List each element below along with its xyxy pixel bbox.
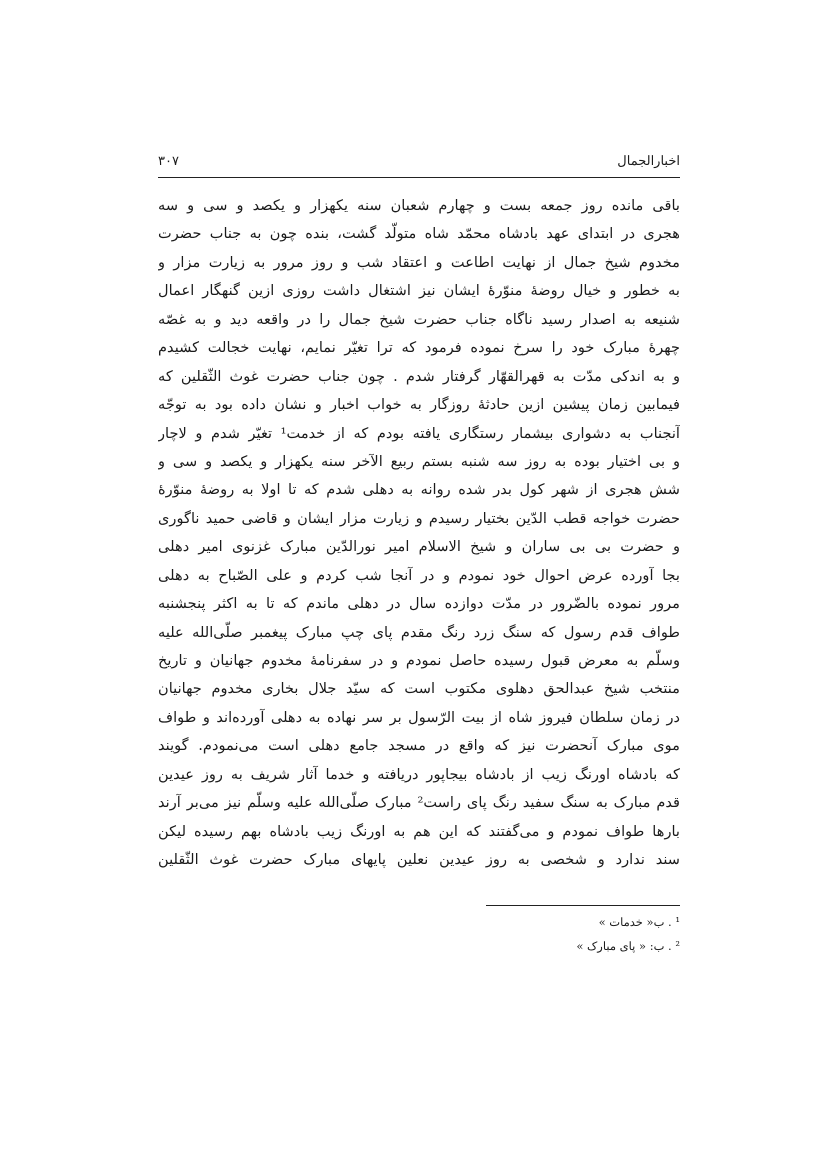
text-line: در زمان سلطان فیروز شاه از بیت الرّسول بر سر نهاده به دهلی آورده‌اند و طواف	[158, 708, 680, 726]
header-rule	[158, 177, 680, 178]
footnote-rule	[486, 905, 680, 906]
text-line: چهرهٔ مبارک خود را سرخ نموده فرمود که ترا تغیّر نمایم، نهایت خجالت کشیدم	[158, 339, 680, 357]
text-line: و بی اختیار بوده به روز سه شنبه بستم ربیع الآخر سنه یکهزار و یکصد و سی و	[158, 452, 680, 470]
text-line: به خطور و خیال روضهٔ منوّرهٔ ایشان نیز اشتغال داشت روزی ازین گنهگار اعمال	[158, 282, 680, 300]
page-number: ۳۰۷	[158, 154, 179, 169]
text-line: قدم مبارک به سنگ سفید رنگ پای راست² مبارک صلّی‌الله علیه وسلّم نیز می‌بر آرند	[158, 794, 680, 812]
text-line: که بادشاه اورنگ زیب از بادشاه بیجاپور دریافته و خدما آثار شریف به روز عیدین	[158, 765, 680, 783]
footnotes	[158, 910, 680, 958]
text-line: فیمابین زمان پیشین ازین حادثهٔ روزگار به خواب اخبار و نشان داده بود به توجّه	[158, 396, 680, 414]
footnote-2: ² . ب: « پای مبارک »	[576, 939, 680, 953]
book-title: اخبارالجمال	[617, 154, 680, 169]
running-header	[158, 150, 680, 176]
text-line: منتخب شیخ عبدالحق دهلوی مکتوب است که سیّد جلال بخاری مخدوم جهانیان	[158, 680, 680, 698]
text-line: و حضرت بی بی ساران و شیخ الاسلام امیر نورالدّین مبارک غزنوی امیر دهلی	[158, 538, 680, 556]
footnote-1: ¹ . ب« خدمات »	[598, 915, 680, 929]
text-line: و به اندکی مدّت به قهرالقهّار گرفتار شدم . چون جناب حضرت غوث الثّقلین که	[158, 367, 680, 385]
text-line: وسلّم به معرض قبول رسیده حاصل نمودم و در سفرنامهٔ مخدوم جهانیان و تاریخ	[158, 652, 680, 669]
text-line: مخدوم شیخ جمال از نهایت اطاعت و اعتقاد شب و روز مرور به زیارت مزار و	[158, 253, 680, 271]
text-line: بارها طواف نمودم و می‌گفتند که این هم به اورنگ زیب بادشاه بهم رسیده لیکن	[158, 822, 680, 840]
text-line: مرور نموده بالضّرور در مدّت دوازده سال در دهلی ماندم که تا به اکثر پنجشنبه	[158, 595, 680, 613]
text-line: هجری در ابتدای عهد بادشاه محمّد شاه متولّد گشت، بنده چون به جناب حضرت	[158, 225, 680, 243]
text-line: سند ندارد و شخصی به روز عیدین نعلین پایهای مبارک حضرت غوث الثّقلین	[158, 851, 680, 869]
text-line: شنیعه به اصدار رسید ناگاه جناب حضرت شیخ جمال را در واقعه دید و به غصّه	[158, 310, 680, 328]
text-line: موی مبارک آنحضرت نیز که واقع در مسجد جامع دهلی است می‌نمودم. گویند	[158, 737, 680, 755]
text-line: آنجناب به دشواری بیشمار رستگاری یافته بودم که از خدمت¹ تغیّر شدم و لاچار	[158, 424, 680, 442]
text-line: بجا آورده عرض احوال خود نمودم و در آنجا شب کردم و علی الصّباح به دهلی	[158, 566, 680, 584]
text-line: حضرت خواجه قطب الدّین بختیار رسیدم و زیارت مزار ایشان و قاضی حمید ناگوری	[158, 509, 680, 527]
body-text	[158, 192, 680, 875]
text-line: شش هجری از شهر کول بدر شده روانه به دهلی شدم که تا اولا به روضهٔ منوّرهٔ	[158, 481, 680, 499]
text-line: باقی مانده روز جمعه بست و چهارم شعبان سنه یکهزار و یکصد و سی و سه	[158, 197, 680, 214]
text-line: طواف قدم رسول که سنگ زرد رنگ مقدم پای چپ مبارک پیغمبر صلّی‌الله علیه	[158, 623, 680, 641]
